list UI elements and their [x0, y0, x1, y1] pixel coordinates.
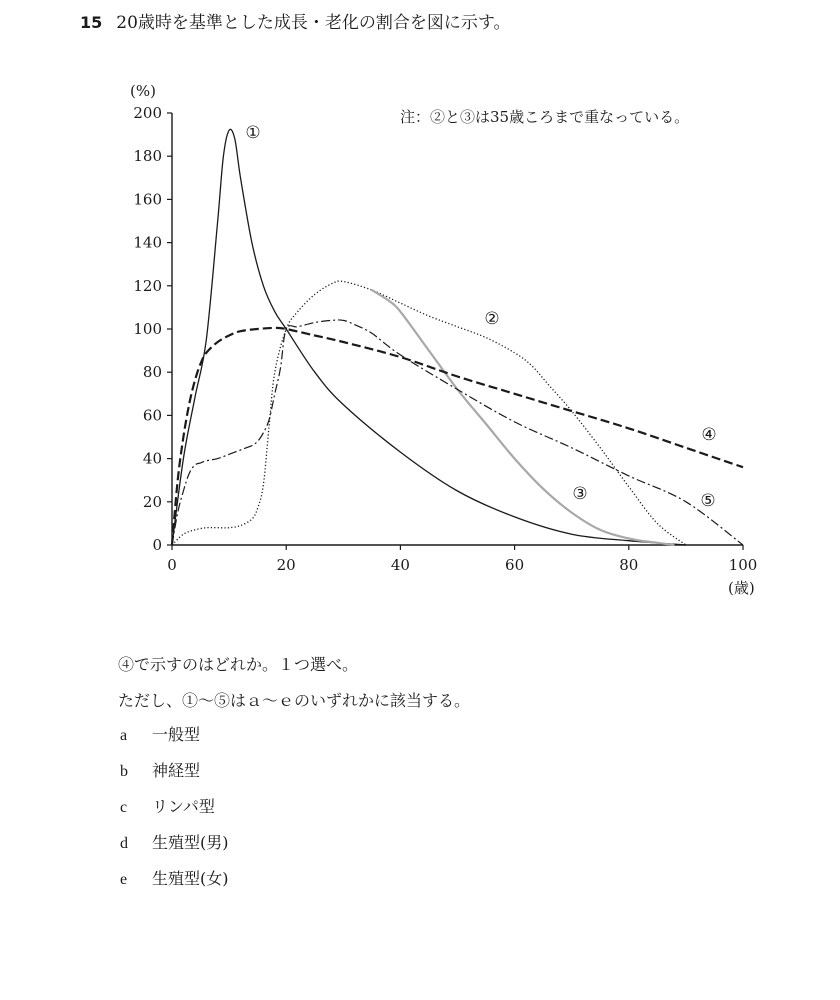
choice-e[interactable] [120, 866, 229, 889]
y-tick-label: 20 [142, 492, 162, 511]
chart-annotation: 注：②と③は35歳ころまで重なっている。 [400, 108, 690, 126]
y-tick-label: 140 [133, 233, 162, 252]
y-tick-label: 0 [152, 536, 162, 554]
x-tick-label: 60 [505, 556, 525, 574]
choice-label: 生殖型(男) [152, 833, 229, 852]
choice-letter: b [120, 763, 128, 780]
series-1-label: ① [245, 123, 261, 143]
x-tick-label: 0 [167, 556, 177, 574]
y-tick-label: 80 [142, 363, 162, 382]
question-note: ただし、①～⑤はａ～ｅのいずれかに該当する。 [118, 691, 471, 710]
series-3-label: ③ [572, 484, 588, 504]
series-5-label: ⑤ [700, 491, 716, 511]
series-4-line [172, 328, 743, 545]
y-tick-label: 120 [133, 276, 162, 295]
choice-label: リンパ型 [152, 797, 215, 816]
series-3-line [372, 290, 675, 545]
choice-letter: a [120, 727, 128, 744]
x-tick-label: 80 [619, 556, 639, 574]
y-tick-label: 40 [142, 449, 162, 468]
choice-d[interactable] [120, 830, 229, 853]
question-prompt: ④で示すのはどれか。１つ選べ。 [118, 655, 359, 674]
series-4-label: ④ [701, 425, 717, 445]
x-tick-label: 40 [390, 556, 410, 574]
x-tick-label: 100 [728, 556, 758, 574]
series-1-line [172, 129, 686, 545]
y-tick-label: 180 [133, 147, 162, 166]
choice-label: 生殖型(女) [152, 869, 229, 888]
y-tick-label: 200 [133, 104, 162, 122]
question-text: 20歳時を基準とした成長・老化の割合を図に示す。 [116, 13, 511, 33]
series-5-line [172, 320, 743, 545]
series-2-line [172, 281, 686, 545]
choice-label: 一般型 [152, 725, 201, 744]
chart-lines [172, 129, 743, 545]
choice-a[interactable] [120, 722, 200, 745]
x-tick-label: 20 [276, 556, 296, 574]
choice-label: 神経型 [152, 761, 201, 780]
y-tick-label: 160 [133, 190, 162, 209]
y-tick-label: 60 [142, 406, 162, 425]
choice-c[interactable] [120, 794, 215, 817]
y-axis-label: (%) [130, 82, 156, 100]
choice-letter: e [120, 871, 128, 888]
series-2-label: ② [484, 309, 500, 329]
choice-letter: d [120, 835, 128, 852]
choice-letter: c [120, 799, 128, 816]
y-tick-label: 100 [133, 320, 162, 338]
chart-labels [245, 123, 716, 511]
question-number: 15 [80, 13, 103, 32]
x-axis-label: (歳) [728, 579, 755, 597]
choice-b[interactable] [120, 758, 200, 781]
chart-ticks [133, 104, 757, 574]
